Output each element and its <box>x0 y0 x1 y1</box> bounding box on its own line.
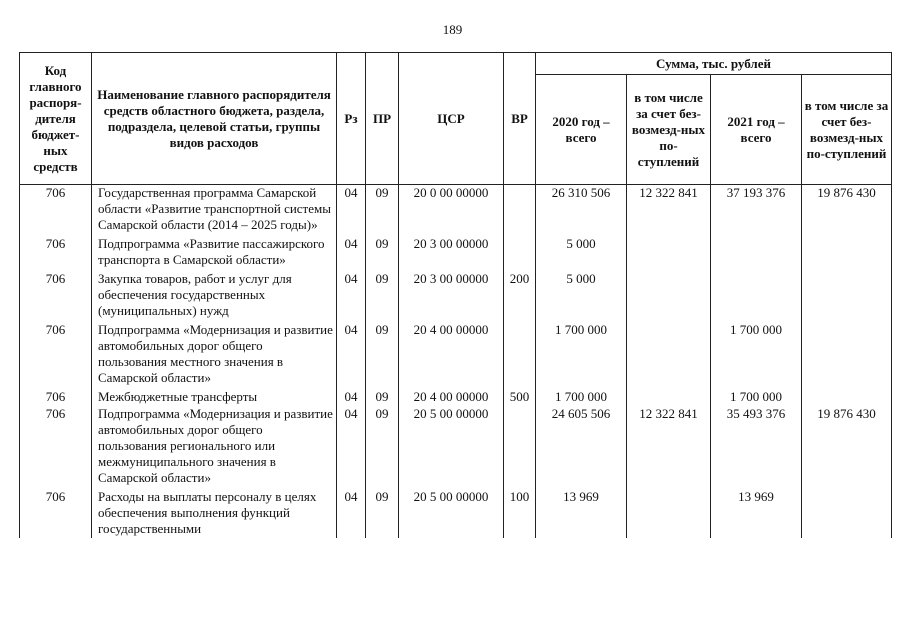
cell-pr: 09 <box>366 406 399 487</box>
cell-2020-free: 12 322 841 <box>627 406 711 487</box>
cell-2021-total <box>711 236 802 269</box>
cell-2021-free <box>802 271 892 320</box>
header-sum-group: Сумма, тыс. рублей <box>536 53 892 75</box>
cell-code: 706 <box>20 389 92 406</box>
cell-2021-free <box>802 236 892 269</box>
cell-rz: 04 <box>337 389 366 406</box>
cell-2020-total: 24 605 506 <box>536 406 627 487</box>
header-csr: ЦСР <box>399 53 504 185</box>
table-row <box>20 489 892 538</box>
cell-2020-free <box>627 236 711 269</box>
cell-2020-free <box>627 322 711 387</box>
budget-table <box>19 52 892 538</box>
cell-2021-total: 1 700 000 <box>711 322 802 387</box>
cell-code: 706 <box>20 322 92 387</box>
table-row <box>20 271 892 320</box>
cell-name: Подпрограмма «Модернизация и развитие автомобильных дорог общего пользования регионального или межмуниципального значения в Самарской области» <box>92 406 337 487</box>
header-name: Наименование главного распорядителя средств областного бюджета, раздела, подраздела, целевой статьи, группы видов расходов <box>92 53 337 185</box>
cell-vr <box>504 185 536 235</box>
cell-code: 706 <box>20 271 92 320</box>
cell-2021-total: 1 700 000 <box>711 389 802 406</box>
cell-name: Расходы на выплаты персоналу в целях обеспечения выполнения функций государственными <box>92 489 337 538</box>
table-row <box>20 185 892 235</box>
cell-2021-total: 13 969 <box>711 489 802 538</box>
cell-csr: 20 4 00 00000 <box>399 322 504 387</box>
cell-2020-free: 12 322 841 <box>627 185 711 235</box>
cell-2020-total: 5 000 <box>536 271 627 320</box>
cell-csr: 20 0 00 00000 <box>399 185 504 235</box>
cell-csr: 20 4 00 00000 <box>399 389 504 406</box>
cell-2021-total: 35 493 376 <box>711 406 802 487</box>
cell-vr: 100 <box>504 489 536 538</box>
cell-name: Подпрограмма «Модернизация и развитие автомобильных дорог общего пользования местного значения в Самарской области» <box>92 322 337 387</box>
cell-rz: 04 <box>337 322 366 387</box>
cell-2020-total: 13 969 <box>536 489 627 538</box>
cell-vr <box>504 236 536 269</box>
cell-name: Межбюджетные трансферты <box>92 389 337 406</box>
header-code: Код главного распоря-дителя бюджет-ных средств <box>20 53 92 185</box>
cell-2020-total: 5 000 <box>536 236 627 269</box>
cell-rz: 04 <box>337 489 366 538</box>
cell-2021-free <box>802 489 892 538</box>
cell-pr: 09 <box>366 322 399 387</box>
table-row <box>20 389 892 406</box>
cell-code: 706 <box>20 236 92 269</box>
cell-2020-total: 1 700 000 <box>536 322 627 387</box>
cell-rz: 04 <box>337 271 366 320</box>
cell-2021-total <box>711 271 802 320</box>
page-number: 189 <box>442 22 463 37</box>
header-vr: ВР <box>504 53 536 185</box>
cell-name: Подпрограмма «Развитие пассажирского транспорта в Самарской области» <box>92 236 337 269</box>
cell-rz: 04 <box>337 236 366 269</box>
cell-2021-free: 19 876 430 <box>802 406 892 487</box>
header-2021-free: в том числе за счет без-возмезд-ных по-ступлений <box>802 75 892 185</box>
cell-pr: 09 <box>366 389 399 406</box>
cell-2020-free <box>627 389 711 406</box>
header-rz: Рз <box>337 53 366 185</box>
cell-vr <box>504 406 536 487</box>
cell-2021-free: 19 876 430 <box>802 185 892 235</box>
cell-csr: 20 3 00 00000 <box>399 271 504 320</box>
cell-2021-free <box>802 322 892 387</box>
cell-2020-total: 1 700 000 <box>536 389 627 406</box>
cell-name: Государственная программа Самарской области «Развитие транспортной системы Самарской области (2014 – 2025 годы)» <box>92 185 337 235</box>
cell-pr: 09 <box>366 236 399 269</box>
cell-rz: 04 <box>337 185 366 235</box>
header-2021-total: 2021 год – всего <box>711 75 802 185</box>
cell-pr: 09 <box>366 271 399 320</box>
cell-csr: 20 5 00 00000 <box>399 489 504 538</box>
cell-pr: 09 <box>366 489 399 538</box>
cell-2020-free <box>627 489 711 538</box>
cell-name: Закупка товаров, работ и услуг для обеспечения государственных (муниципальных) нужд <box>92 271 337 320</box>
cell-vr: 200 <box>504 271 536 320</box>
table-row <box>20 236 892 269</box>
header-2020-free: в том числе за счет без-возмезд-ных по-ступлений <box>627 75 711 185</box>
cell-2021-free <box>802 389 892 406</box>
header-2020-total: 2020 год – всего <box>536 75 627 185</box>
cell-pr: 09 <box>366 185 399 235</box>
header-pr: ПР <box>366 53 399 185</box>
cell-code: 706 <box>20 489 92 538</box>
cell-csr: 20 3 00 00000 <box>399 236 504 269</box>
cell-csr: 20 5 00 00000 <box>399 406 504 487</box>
cell-2021-total: 37 193 376 <box>711 185 802 235</box>
cell-2020-total: 26 310 506 <box>536 185 627 235</box>
cell-code: 706 <box>20 406 92 487</box>
table-row <box>20 322 892 387</box>
table-row <box>20 406 892 487</box>
cell-code: 706 <box>20 185 92 235</box>
cell-vr <box>504 322 536 387</box>
cell-vr: 500 <box>504 389 536 406</box>
cell-2020-free <box>627 271 711 320</box>
cell-rz: 04 <box>337 406 366 487</box>
